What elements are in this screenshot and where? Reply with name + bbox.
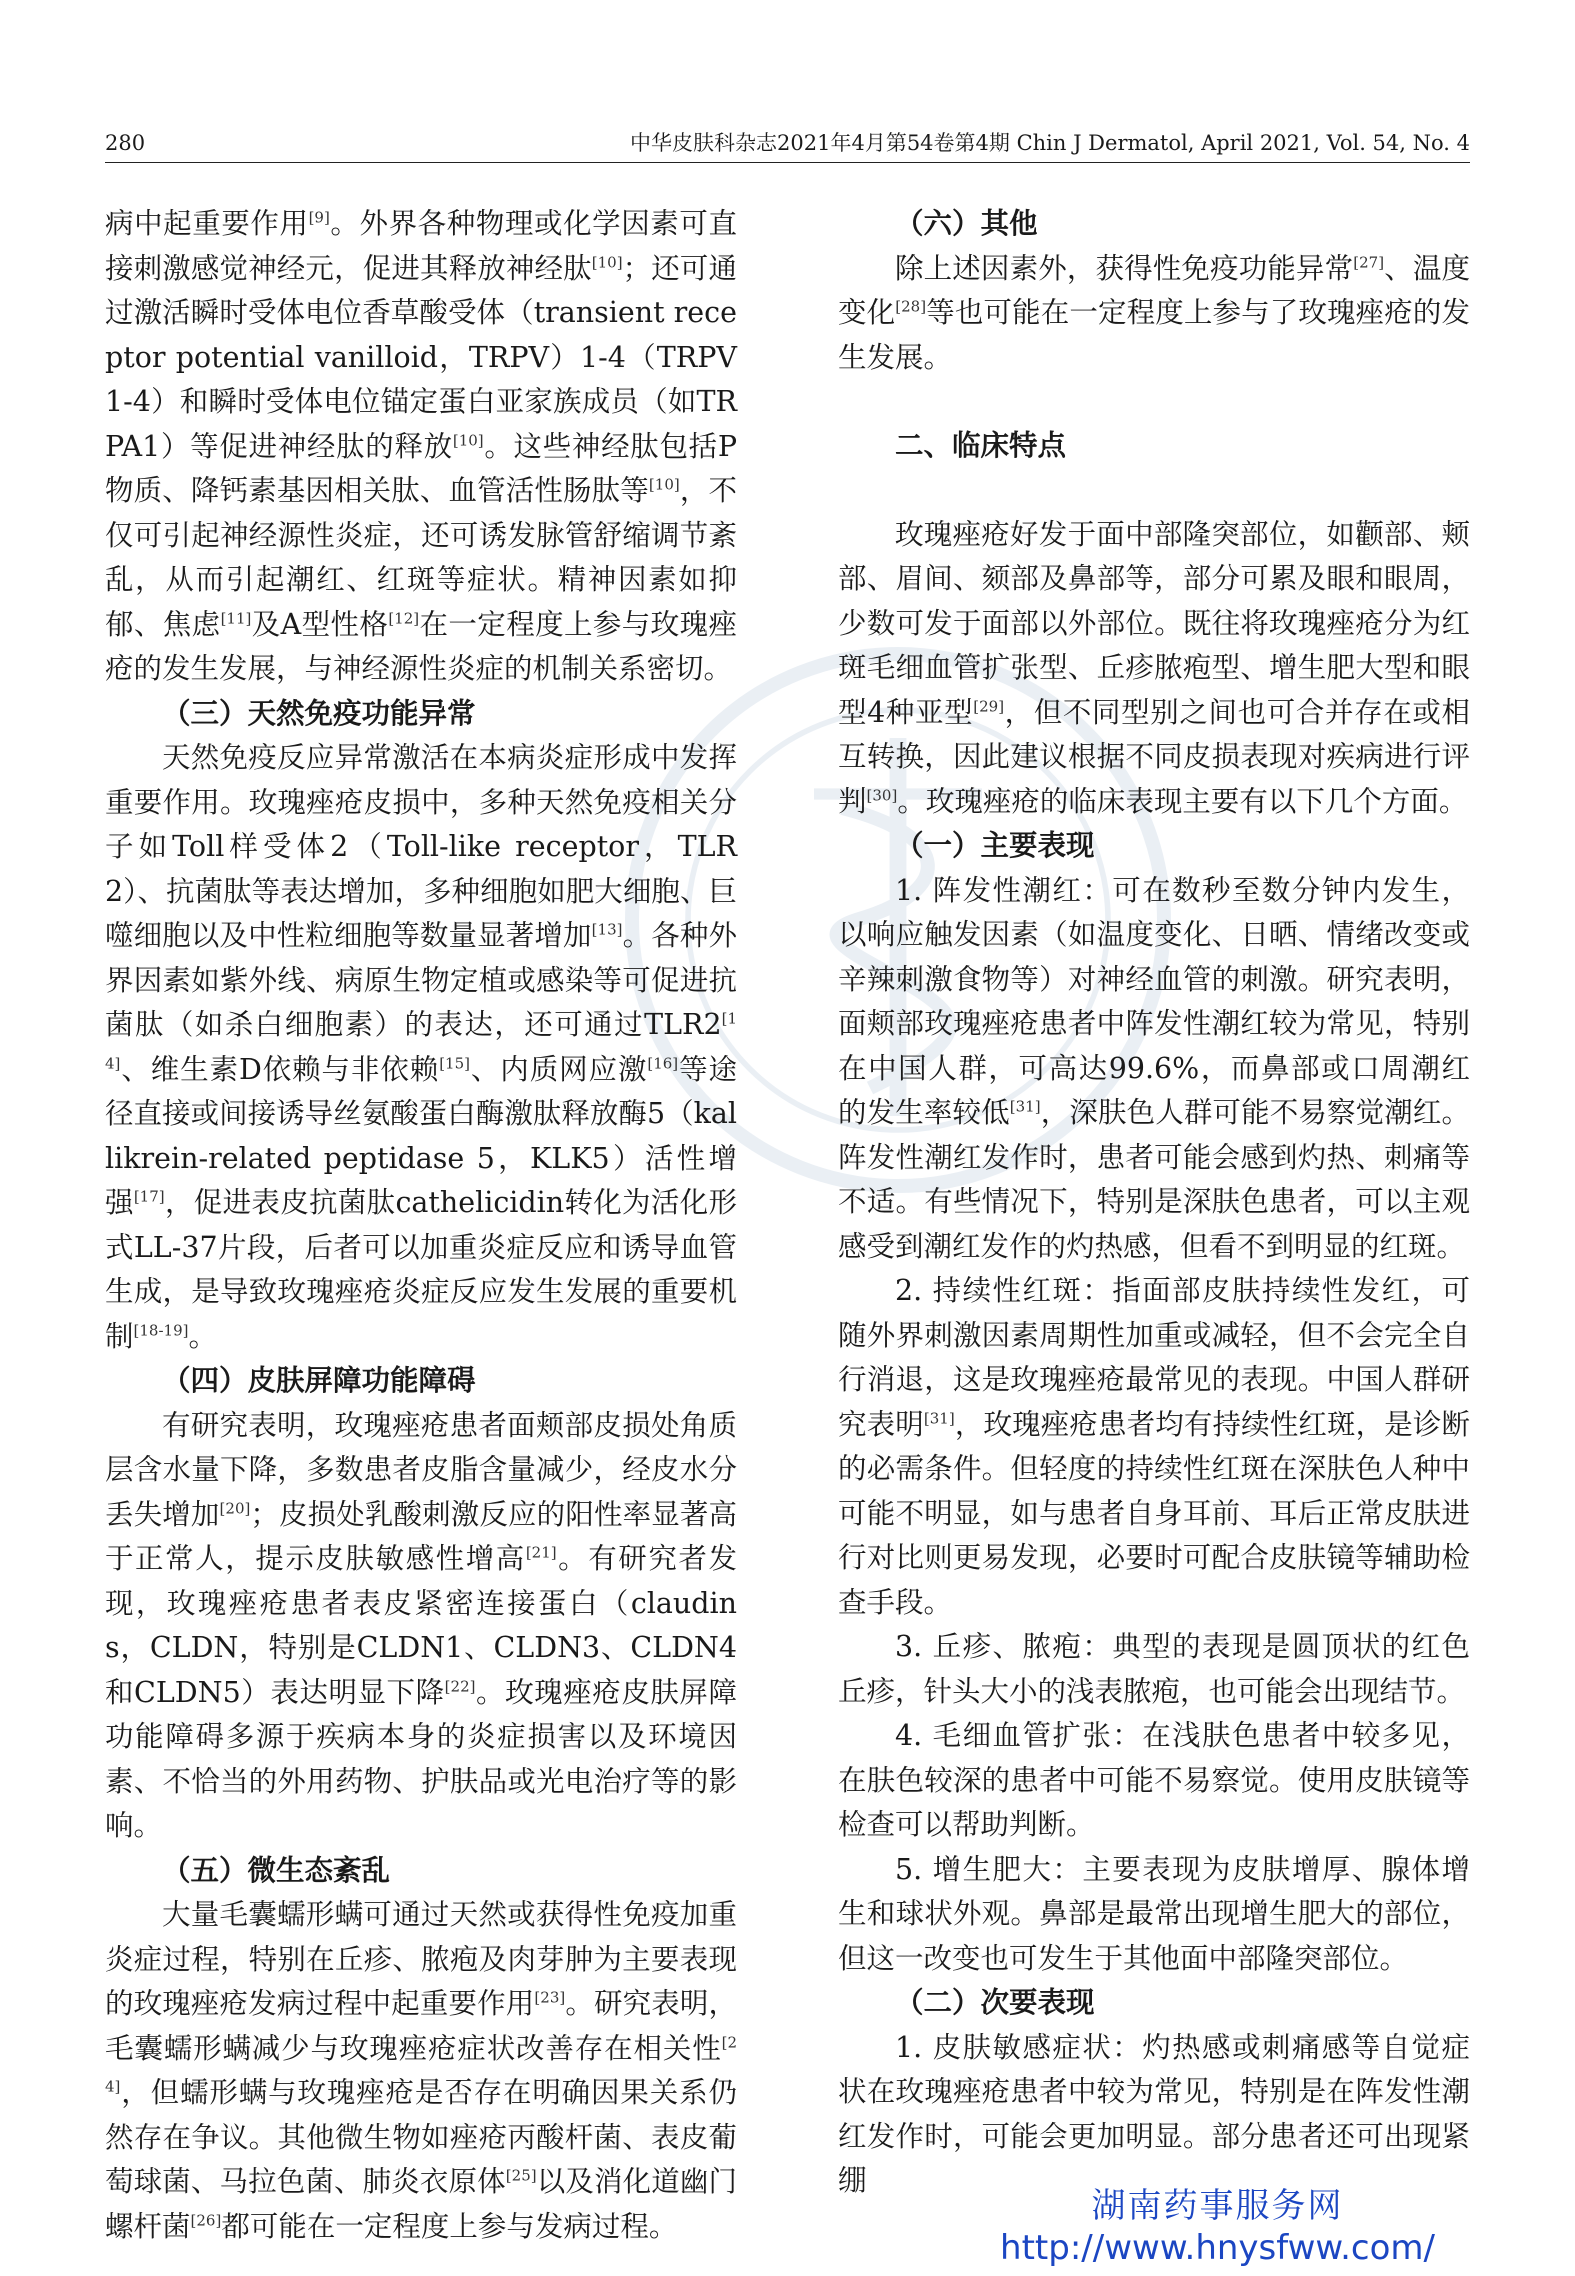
citation-ref: [23] [534,1988,566,2007]
paragraph-text: 。各种外界因素如紫外线、病原生物定植或感染等可促进抗菌肽（如杀白细胞素）的表达，还可通过TLR2 [105,919,737,1041]
paragraph-text: 。有研究者发现，玫瑰痤疮患者表皮紧密连接蛋白（claudins，CLDN，特别是CLDN1、CLDN3、CLDN4和CLDN5）表达明显下降 [105,1542,737,1709]
journal-citation: 中华皮肤科杂志2021年4月第54卷第4期 Chin J Dermatol, April 2021, Vol. 54, No. 4 [630,131,1470,155]
paragraph-text: 2. 持续性红斑：指面部皮肤持续性发红，可随外界刺激因素周期性加重或减轻，但不会完全自行消退，这是玫瑰痤疮最常见的表现。中国人群研究表明 [838,1274,1470,1441]
citation-ref: [31] [1009,1097,1041,1116]
paragraph-text: 5. 增生肥大：主要表现为皮肤增厚、腺体增生和球状外观。鼻部是最常出现增生肥大的部位，但这一改变也可发生于其他面中部隆突部位。 [838,1852,1470,1975]
citation-ref: [24] [105,2033,737,2096]
citation-ref: [14] [105,1009,737,1072]
subsection-heading: （六）其他 [895,207,1038,240]
paragraph-text: 。研究表明，毛囊蠕形螨减少与玫瑰痤疮症状改善存在相关性 [105,1987,737,2065]
paragraph-text: ，深肤色人群可能不易察觉潮红。阵发性潮红发作时，患者可能会感到灼热、刺痛等不适。有些情况下，特别是深肤色患者，可以主观感受到潮红发作的灼热感，但看不到明显的红斑。 [838,1096,1470,1263]
paragraph-text: 。外界各种物理或化学因素可直接刺激感觉神经元，促进其释放神经肽 [105,207,737,285]
citation-ref: [10] [452,431,484,449]
paragraph-text: ，促进表皮抗菌肽cathelicidin转化为活化形式LL-37片段，后者可以加重炎症反应和诱导血管生成，是导致玫瑰痤疮炎症反应发生发展的重要机制 [105,1186,737,1353]
paragraph-text: 4. 毛细血管扩张：在浅肤色患者中较多见，在肤色较深的患者中可能不易察觉。使用皮肤镜等检查可以帮助判断。 [838,1719,1470,1841]
citation-ref: [20] [219,1499,251,1517]
site-name: 湖南药事服务网 [1091,2186,1344,2226]
body-paragraph [105,202,737,692]
subsection-heading: （三）天然免疫功能异常 [162,696,476,730]
body-paragraph [838,247,1470,381]
section-heading: 二、临床特点 [895,429,1067,462]
running-header [105,128,1470,163]
paragraph-text: 除上述因素外，获得性免疫功能异常 [895,251,1354,285]
body-paragraph [838,513,1470,825]
citation-ref: [31] [923,1409,955,1427]
citation-ref: [16] [647,1054,679,1072]
paragraph-text: 及A型性格 [251,607,389,641]
citation-ref: [10] [648,475,680,494]
paragraph-text: 。玫瑰痤疮皮肤屏障功能障碍多源于疾病本身的炎症损害以及环境因素、不恰当的外用药物、护肤品或光电治疗等的影响。 [105,1675,737,1842]
paragraph-text: 、内质网应激 [469,1052,648,1086]
paragraph-text: ，玫瑰痤疮患者均有持续性红斑，是诊断的必需条件。但轻度的持续性红斑在深肤色人种中可能不明显，如与患者自身耳前、耳后正常皮肤进行对比则更易发现，必要时可配合皮肤镜等辅助检查手段。 [838,1407,1470,1619]
citation-ref: [25] [505,2166,537,2185]
body-paragraph [838,869,1470,1270]
body-paragraph [838,1848,1470,1982]
paragraph-text: 有研究表明，玫瑰痤疮患者面颊部皮损处角质层含水量下降，多数患者皮脂含量减少，经皮水分丢失增加 [105,1408,737,1531]
paragraph-text: 病中起重要作用 [105,207,309,240]
paragraph-text: ；还可通过激活瞬时受体电位香草酸受体（transient receptor potential vanilloid，TRPV）1-4（TRPV1-4）和瞬时受体电位锚定蛋白亚家族成员（如TRPA1）等促进神经肽的释放 [105,251,737,463]
subsection-heading: （一）主要表现 [895,829,1095,862]
citation-ref: [18-19] [133,1321,189,1339]
paragraph-text: ，不仅可引起神经源性炎症，还可诱发脉管舒缩调节紊乱，从而引起潮红、红斑等症状。精神因素如抑郁、焦虑 [105,474,737,641]
body-paragraph [838,1625,1470,1714]
citation-ref: [27] [1353,253,1385,271]
citation-ref: [12] [388,609,420,627]
paragraph-text: 大量毛囊蠕形螨可通过天然或获得性免疫加重炎症过程，特别在丘疹、脓疱及肉芽肿为主要表现的玫瑰痤疮发病过程中起重要作用 [105,1898,737,2020]
paragraph-text: 。玫瑰痤疮的临床表现主要有以下几个方面。 [897,784,1468,818]
paragraph-text: ，但不同型别之间也可合并存在或相互转换，因此建议根据不同皮损表现对疾病进行评判 [838,695,1470,818]
site-watermark [1000,2185,1435,2269]
site-url: http://www.hnysfww.com/ [1000,2228,1435,2268]
citation-ref: [30] [866,786,898,804]
paragraph-text: 。 [188,1319,217,1353]
paragraph-text: 。这些神经肽包括P物质、降钙素基因相关肽、血管活性肠肽等 [105,429,737,507]
body-paragraph [105,736,737,1359]
citation-ref: [9] [308,208,330,227]
citation-ref: [11] [220,609,252,627]
paragraph-text: 、温度变化 [838,251,1470,329]
subsection-heading: （四）皮肤屏障功能障碍 [162,1364,476,1397]
citation-ref: [13] [591,920,623,939]
paragraph-text: 等也可能在一定程度上参与了玫瑰痤疮的发生发展。 [838,296,1470,374]
right-column [838,202,1470,2204]
citation-ref: [15] [439,1054,470,1072]
citation-ref: [17] [133,1187,165,1206]
citation-ref: [26] [190,2211,222,2229]
citation-ref: [21] [525,1543,557,1562]
paragraph-text: 以及消化道幽门螺杆菌 [105,2165,737,2243]
paragraph-text: ，但蠕形螨与玫瑰痤疮是否存在明确因果关系仍然存在争议。其他微生物如痤疮丙酸杆菌、表皮葡萄球菌、马拉色菌、肺炎衣原体 [105,2076,737,2198]
left-column [105,202,737,2249]
citation-ref: [10] [591,253,623,271]
paragraph-text: 1. 皮肤敏感症状：灼热感或刺痛感等自觉症状在玫瑰痤疮患者中较为常见，特别是在阵发性潮红发作时，可能会更加明显。部分患者还可出现紧绷 [838,2030,1470,2197]
subsection-heading: （二）次要表现 [895,1986,1095,2019]
paragraph-text: 1. 阵发性潮红：可在数秒至数分钟内发生，以响应触发因素（如温度变化、日晒、情绪改变或辛辣刺激食物等）对神经血管的刺激。研究表明，面颊部玫瑰痤疮患者中阵发性潮红较为常见，特别在中国人群，可高达99.6%，而鼻部或口周潮红的发生率较低 [838,873,1470,1129]
citation-ref: [28] [895,297,927,316]
body-paragraph [105,1893,737,2249]
paragraph-text: ；皮损处乳酸刺激反应的阳性率显著高于正常人，提示皮肤敏感性增高 [105,1497,737,1575]
page-number: 280 [105,131,146,155]
paragraph-text: 、维生素D依赖与非依赖 [120,1052,440,1086]
paragraph-text: 玫瑰痤疮好发于面中部隆突部位，如颧部、颊部、眉间、颏部及鼻部等，部分可累及眼和眼周，少数可发于面部以外部位。既往将玫瑰痤疮分为红斑毛细血管扩张型、丘疹脓疱型、增生肥大型和眼型4种亚型 [838,517,1470,729]
body-paragraph [838,1714,1470,1848]
body-paragraph [838,1269,1470,1625]
citation-ref: [22] [444,1677,476,1695]
body-paragraph [105,1404,737,1849]
body-paragraph [838,2026,1470,2204]
paragraph-text: 等途径直接或间接诱导丝氨酸蛋白酶激肽释放酶5（kallikrein-related peptidase 5，KLK5）活性增强 [105,1052,737,1219]
paragraph-text: 天然免疫反应异常激活在本病炎症形成中发挥重要作用。玫瑰痤疮皮损中，多种天然免疫相关分子如Toll样受体2（Toll-like receptor，TLR2）、抗菌肽等表达增加，多种细胞如肥大细胞、巨噬细胞以及中性粒细胞等数量显著增加 [105,741,737,952]
paragraph-text: 在一定程度上参与玫瑰痤疮的发生发展，与神经源性炎症的机制关系密切。 [105,607,737,685]
paragraph-text: 3. 丘疹、脓疱：典型的表现是圆顶状的红色丘疹，针头大小的浅表脓疱，也可能会出现结节。 [838,1630,1470,1708]
subsection-heading: （五）微生态紊乱 [162,1853,391,1887]
paragraph-text: 都可能在一定程度上参与发病过程。 [221,2209,678,2243]
citation-ref: [29] [973,697,1005,715]
